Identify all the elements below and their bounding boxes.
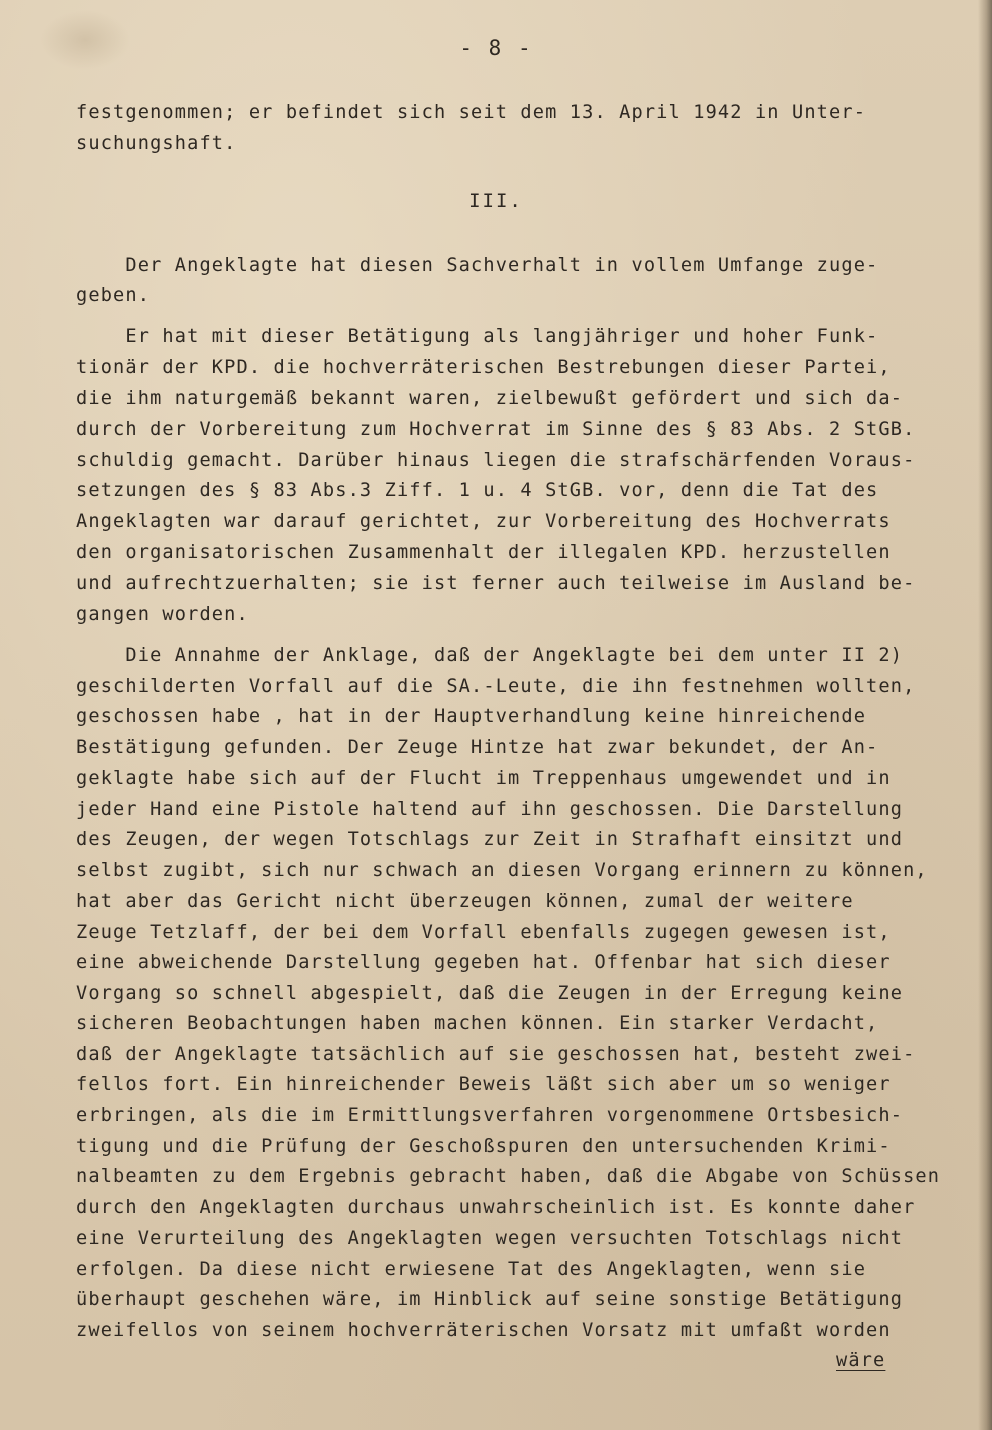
text-line: erfolgen. Da diese nicht erwiesene Tat des Angeklagten, wenn sie [76, 1259, 867, 1280]
text-line: daß der Angeklagte tatsächlich auf sie geschossen hat, besteht zwei- [76, 1044, 916, 1065]
text-line: tionär der KPD. die hochverräterischen Bestrebungen dieser Partei, [76, 357, 891, 378]
text-line: überhaupt geschehen wäre, im Hinblick auf seine sonstige Betätigung [76, 1289, 904, 1310]
text-line: jeder Hand eine Pistole haltend auf ihn geschossen. Die Darstellung [76, 799, 904, 820]
text-line: Vorgang so schnell abgespielt, daß die Zeugen in der Erregung keine [76, 983, 904, 1004]
text-line: tigung und die Prüfung der Geschoßspuren den untersuchenden Krimi- [76, 1136, 891, 1157]
text-line: geklagte habe sich auf der Flucht im Treppenhaus umgewendet und in [76, 768, 891, 789]
text-line: eine Verurteilung des Angeklagten wegen versuchten Totschlags nicht [76, 1228, 904, 1249]
page-number: - 8 - [459, 36, 533, 60]
text-line: Bestätigung gefunden. Der Zeuge Hintze hat zwar bekundet, der An- [76, 737, 879, 758]
text-line: Zeuge Tetzlaff, der bei dem Vorfall ebenfalls zugegen gewesen ist, [76, 922, 891, 943]
text-line: die ihm naturgemäß bekannt waren, zielbewußt gefördert und sich da- [76, 388, 904, 409]
text-line: Angeklagten war darauf gerichtet, zur Vorbereitung des Hochverrats [76, 511, 891, 532]
text-line: Der Angeklagte hat diesen Sachverhalt in vollem Umfange zuge- [76, 255, 879, 276]
text-line: geschossen habe , hat in der Hauptverhandlung keine hinreichende [76, 706, 867, 727]
text-line: suchungshaft. [76, 133, 237, 154]
text-line: hat aber das Gericht nicht überzeugen können, zumal der weitere [76, 891, 854, 912]
catchword: wäre [836, 1350, 886, 1371]
text-line: erbringen, als die im Ermittlungsverfahren vorgenommene Ortsbesich- [76, 1105, 904, 1126]
text-line: festgenommen; er befindet sich seit dem 13. April 1942 in Unter- [76, 102, 867, 123]
text-line: sicheren Beobachtungen haben machen können. Ein starker Verdacht, [76, 1013, 879, 1034]
text-line: eine abweichende Darstellung gegeben hat. Offenbar hat sich dieser [76, 952, 891, 973]
text-line: des Zeugen, der wegen Totschlags zur Zeit in Strafhaft einsitzt und [76, 829, 904, 850]
text-line: selbst zugibt, sich nur schwach an diesen Vorgang erinnern zu können, [76, 860, 928, 881]
text-line: geschilderten Vorfall auf die SA.-Leute, die ihn festnehmen wollten, [76, 676, 916, 697]
text-line: Die Annahme der Anklage, daß der Angeklagte bei dem unter II 2) [76, 645, 904, 666]
section-heading: III. [469, 190, 523, 212]
page-edge-shadow [978, 0, 992, 1430]
text-line: durch der Vorbereitung zum Hochverrat im Sinne des § 83 Abs. 2 StGB. [76, 419, 916, 440]
text-line: fellos fort. Ein hinreichender Beweis läßt sich aber um so weniger [76, 1074, 891, 1095]
text-line: Er hat mit dieser Betätigung als langjähriger und hoher Funk- [76, 326, 879, 347]
text-line: nalbeamten zu dem Ergebnis gebracht haben, daß die Abgabe von Schüssen [76, 1166, 941, 1187]
text-line: den organisatorischen Zusammenhalt der illegalen KPD. herzustellen [76, 542, 891, 563]
text-line: schuldig gemacht. Darüber hinaus liegen die strafschärfenden Voraus- [76, 450, 916, 471]
text-line: geben. [76, 285, 151, 306]
text-line: und aufrechtzuerhalten; sie ist ferner auch teilweise im Ausland be- [76, 573, 916, 594]
text-line: gangen worden. [76, 604, 249, 625]
text-line: durch den Angeklagten durchaus unwahrscheinlich ist. Es konnte daher [76, 1197, 916, 1218]
text-line: zweifellos von seinem hochverräterischen Vorsatz mit umfaßt worden [76, 1320, 891, 1341]
text-line: setzungen des § 83 Abs.3 Ziff. 1 u. 4 StGB. vor, denn die Tat des [76, 480, 879, 501]
